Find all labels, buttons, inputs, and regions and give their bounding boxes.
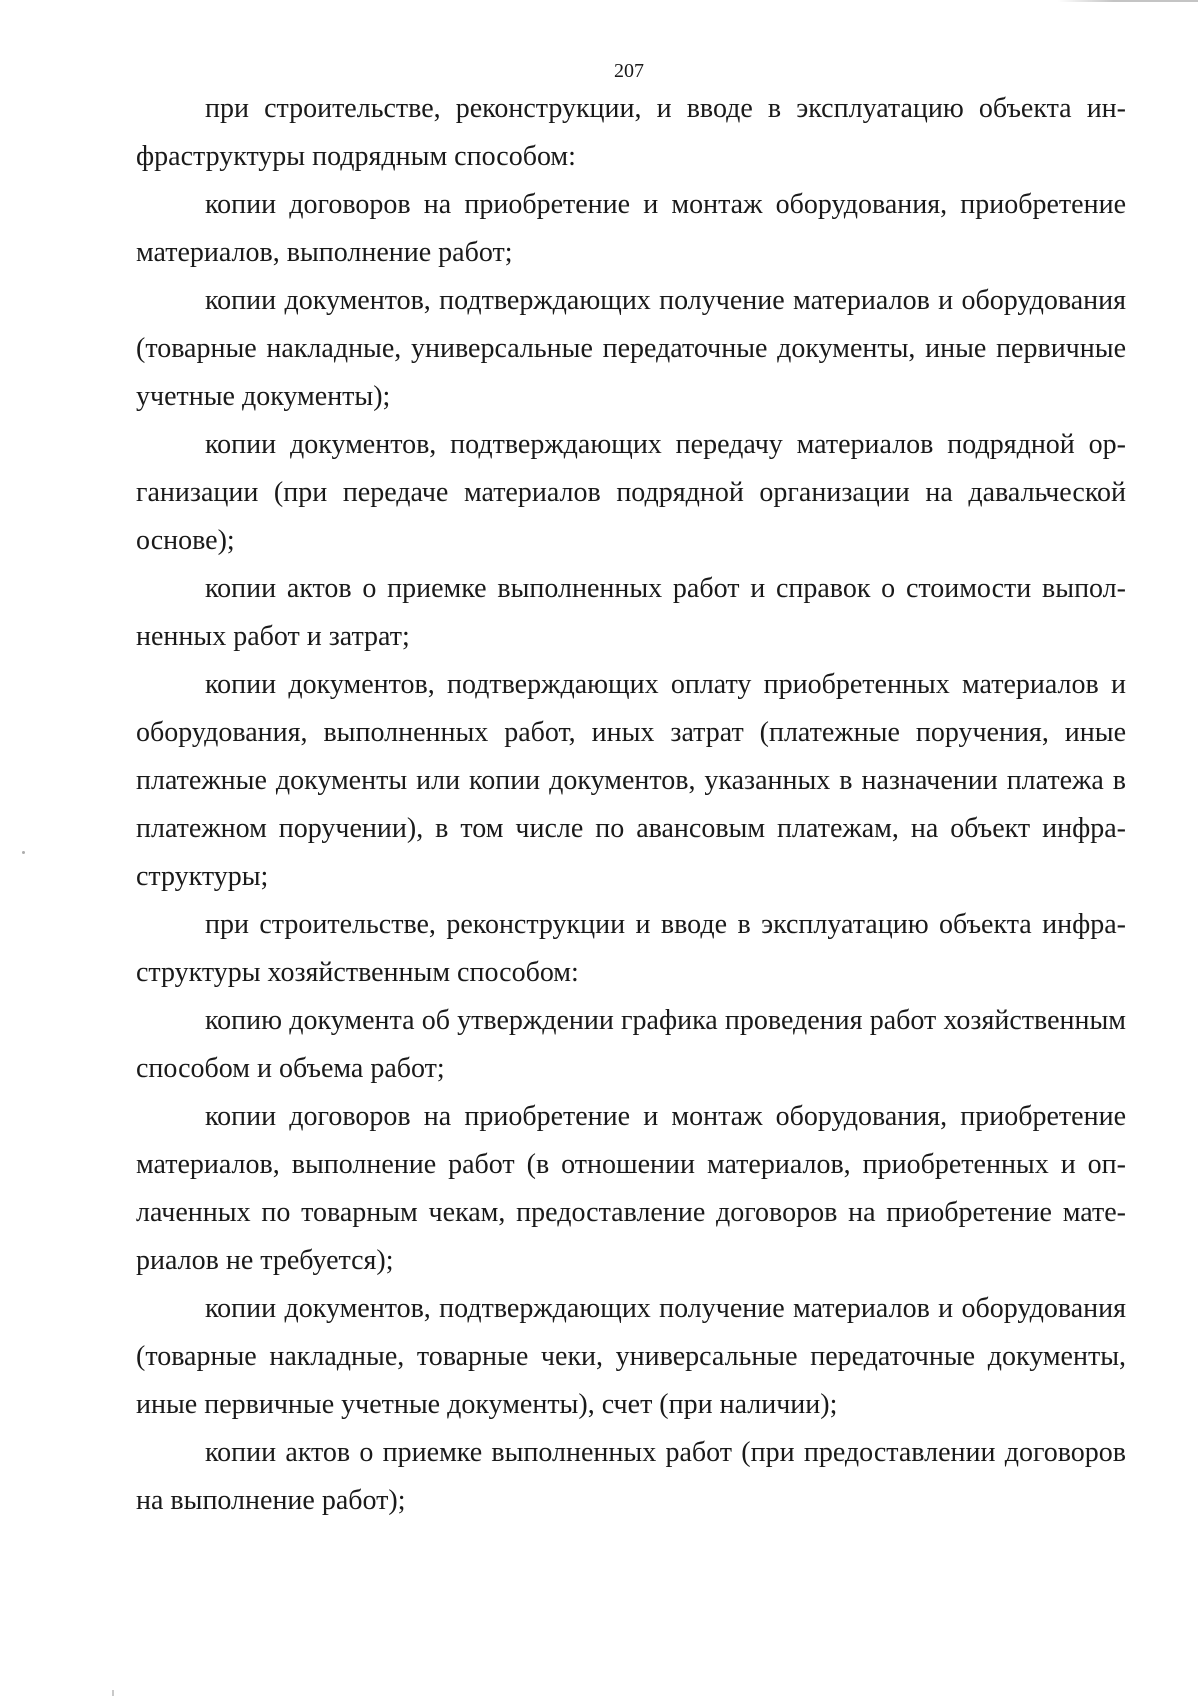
paragraph: копии документов, подтверждающих оплату приобретенных материалов и оборудования, выполненных работ, иных затрат (платежные поручения, иные платежные документы или копии документов, указанных в назначении платежа в платежном поручении), в том числе по авансовым платежам, на объект инфраструктуры;: [136, 669, 1126, 892]
paragraph: копии документов, подтверждающих получение материалов и оборудования (товарные накладные, универсальные передаточные документы, иные первичные учетные документы);: [136, 285, 1126, 412]
paragraph: при строительстве, реконструкции, и вводе в эксплуатацию объекта инфраструктуры подрядным способом:: [136, 93, 1126, 172]
body-text: [136, 85, 1126, 1525]
page-number: 207: [614, 60, 644, 82]
scan-dust-mark: [22, 851, 25, 854]
paragraph: копии договоров на приобретение и монтаж оборудования, приобретение материалов, выполнение работ;: [136, 189, 1126, 268]
paragraph: при строительстве, реконструкции и вводе в эксплуатацию объекта инфраструктуры хозяйственным способом:: [136, 909, 1126, 988]
paragraph: копии договоров на приобретение и монтаж оборудования, приобретение материалов, выполнение работ (в отношении материалов, приобретенных и оплаченных по товарным чекам, предоставление договоров на приобретение материалов не требуется);: [136, 1101, 1126, 1276]
scan-edge-mark: [112, 1690, 114, 1696]
scan-edge-mark: [1058, 0, 1198, 2]
paragraph: копию документа об утверждении графика проведения работ хозяйственным способом и объема работ;: [136, 1005, 1126, 1084]
paragraph: копии документов, подтверждающих передачу материалов подрядной организации (при передаче материалов подрядной организации на давальческой основе);: [136, 429, 1126, 556]
paragraph: копии актов о приемке выполненных работ (при предоставлении договоров на выполнение работ);: [136, 1437, 1126, 1516]
paragraph: копии актов о приемке выполненных работ и справок о стоимости выполненных работ и затрат;: [136, 573, 1126, 652]
paragraph: копии документов, подтверждающих получение материалов и оборудования (товарные накладные, товарные чеки, универсальные передаточные документы, иные первичные учетные документы), счет (при наличии);: [136, 1293, 1126, 1420]
